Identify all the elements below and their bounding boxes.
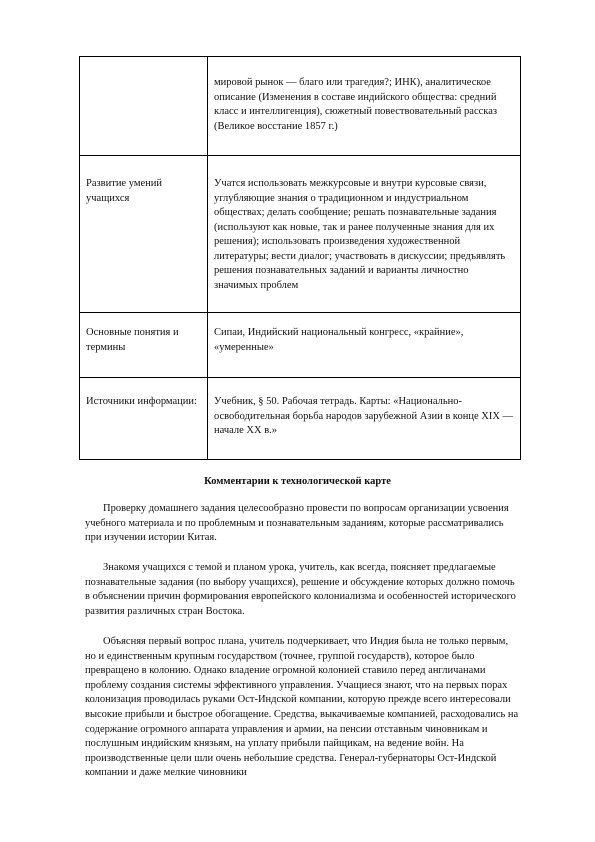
table-row-label: Источники информации:	[80, 378, 208, 460]
paragraph: Проверку домашнего задания целесообразно провести по вопросам организации усвоения учебного материала и по проблемным и познавательным заданиям, которые рассматривались при изучении истории Китая.	[85, 503, 509, 544]
lesson-plan-table	[79, 56, 521, 460]
table-row-label: Развитие умений учащихся	[80, 156, 208, 313]
table-row	[80, 156, 521, 313]
table-row-label	[80, 57, 208, 156]
table-row-content: мировой рынок — благо или трагедия?; ИНК), аналитическое описание (Изменения в составе индийского общества: средний класс и интеллигенция), сюжетный повествовательный рассказ (Великое восстание 1857 г.)	[208, 57, 521, 156]
table-row-content: Учебник, § 50. Рабочая тетрадь. Карты: «Национально-освободительная борьба народов зарубежной Азии в конце XIX — начале XX в.»	[208, 378, 521, 460]
table-row	[80, 57, 521, 156]
paragraph: Знакомя учащихся с темой и планом урока, учитель, как всегда, поясняет предлагаемые познавательные задания (по выбору учащихся), решение и обсуждение которых должно помочь в объяснении причин формирования европейского колониализма и особенностей исторического развития различных стран Востока.	[85, 562, 516, 617]
table-row	[80, 313, 521, 378]
table-row-label: Основные понятия и термины	[80, 313, 208, 378]
section-heading: Комментарии к технологической карте	[204, 476, 391, 487]
table-row-content: Учатся использовать межкурсовые и внутри курсовые связи, углубляющие знания о традиционном и индустриальном обществах; делать сообщение; решать познавательные задания (используют как новые, так и ранее полученные знания для их решения); использовать произведения художественной литературы; вести диалог; участвовать в дискуссии; предъявлять решения познавательных заданий и варианты личностно значимых проблем	[208, 156, 521, 313]
table-row	[80, 378, 521, 460]
table-row-content: Сипаи, Индийский национальный конгресс, «крайние», «умеренные»	[208, 313, 521, 378]
paragraph: Объясняя первый вопрос плана, учитель подчеркивает, что Индия была не только первым, но и единственным крупным государством (точнее, группой государств), которое было превращено в колонию. Однако владение огромной колонией ставило перед англичанами проблему создания системы эффективного управления. Учащиеся знают, что на первых порах колонизация проводилась руками Ост-Индской компании, которую прежде всего интересовали высокие прибыли и быстрое обогащение. Средства, выкачиваемые компанией, расходовались на содержание огромного аппарата управления и армии, на пенсии отставным чиновникам и послушным индийским князьям, на уплату прибыли пайщикам, на ведение войн. На производственные цели шли очень небольшие средства. Генерал-губернаторы Ост-Индской компании и даже мелкие чиновники	[85, 636, 519, 779]
